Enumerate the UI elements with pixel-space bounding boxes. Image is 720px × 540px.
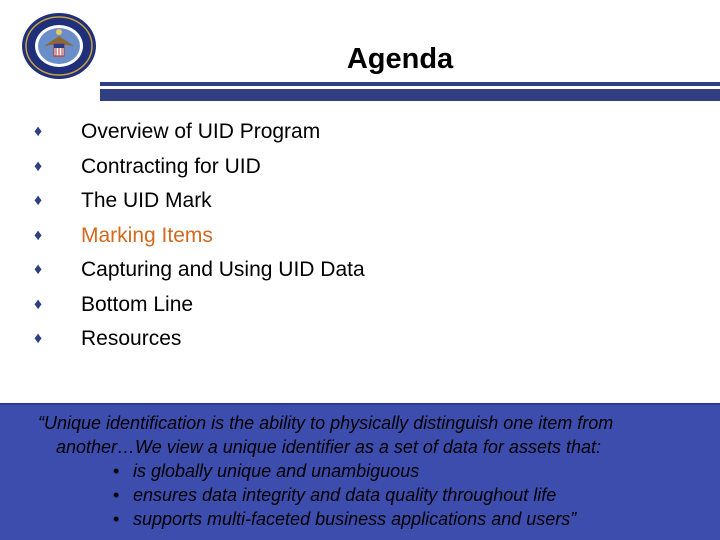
diamond-bullet-icon: ♦ [34, 226, 43, 244]
agenda-list [32, 115, 365, 357]
quote-bullet-item [113, 483, 556, 508]
agenda-item-label: The UID Mark [81, 189, 212, 213]
agenda-item [32, 115, 365, 150]
agenda-item-current [32, 219, 365, 254]
agenda-item-label: Bottom Line [81, 292, 194, 316]
page-title: Agenda [346, 43, 454, 75]
agenda-item-label: Contracting for UID [81, 154, 261, 178]
quote-box [0, 403, 720, 540]
quote-bullet-text: ensures data integrity and data quality throughout life [133, 485, 557, 505]
quote-line: “Unique identification is the ability to physically distinguish one item from [38, 413, 614, 433]
diamond-bullet-icon: ♦ [34, 261, 43, 279]
agenda-item [32, 288, 365, 323]
bullet-dot-icon: • [113, 461, 120, 481]
bullet-dot-icon: • [113, 485, 120, 505]
diamond-bullet-icon: ♦ [34, 295, 43, 313]
agenda-item-label: Overview of UID Program [81, 120, 321, 144]
dod-seal-icon [20, 12, 98, 80]
title-divider-thin [100, 82, 720, 86]
agenda-item [32, 184, 365, 219]
agenda-item [32, 253, 365, 288]
quote-bullet-item [113, 507, 576, 532]
quote-bullet-item [113, 459, 419, 484]
quote-bullet-text: supports multi-faceted business applications and users” [133, 509, 577, 529]
diamond-bullet-icon: ♦ [34, 192, 43, 210]
agenda-item [32, 150, 365, 185]
quote-bullet-text: is globally unique and unambiguous [133, 461, 420, 481]
agenda-item-label: Capturing and Using UID Data [81, 258, 365, 282]
bullet-dot-icon: • [113, 509, 120, 529]
diamond-bullet-icon: ♦ [34, 157, 43, 175]
agenda-item-label: Marking Items [81, 223, 213, 247]
title-divider-thick [100, 89, 720, 101]
agenda-item [32, 322, 365, 357]
quote-line: another…We view a unique identifier as a set of data for assets that: [56, 437, 601, 457]
agenda-item-label: Resources [81, 327, 182, 351]
diamond-bullet-icon: ♦ [34, 330, 43, 348]
diamond-bullet-icon: ♦ [34, 123, 43, 141]
